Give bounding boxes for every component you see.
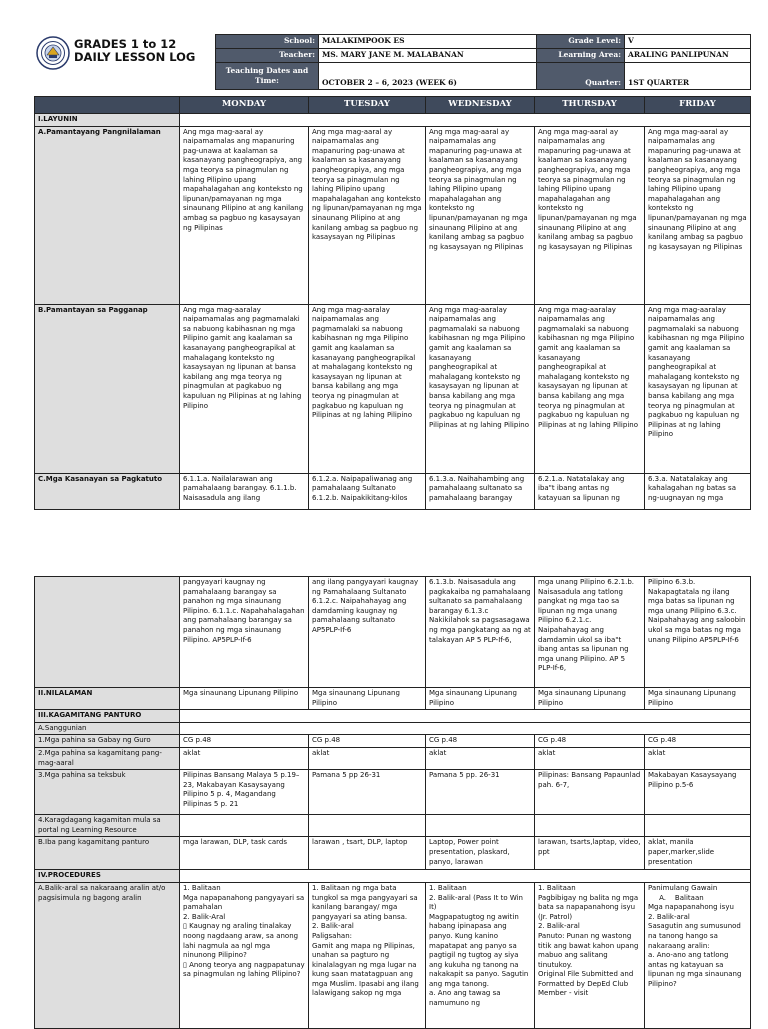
cell-guro-thursday: CG p.48 [535,735,645,748]
cell-teksbuk-wednesday: Pamana 5 pp. 26-31 [426,770,535,815]
section-layunin-blank [180,114,751,127]
cell-iba-thursday: larawan, tsarts,laptap, video, ppt [535,837,645,870]
cell-karagdagan-wednesday [426,815,535,837]
day-header-wednesday: WEDNESDAY [426,97,535,114]
learning-area-value: ARALING PANLIPUNAN [625,49,751,63]
cell-teksbuk-monday: Pilipinas Bansang Malaya 5 p.19–23, Makabayan Kasaysayang Pilipino 5 p. 4, Magandang Pilipinas 5 p. 21 [180,770,309,815]
day-header-thursday: THURSDAY [535,97,645,114]
cell-b-wednesday: Ang mga mag-aaralay naipamamalas ang pagmamalaki sa nabuong kabihasnan ng mga Pilipino gamit ang kaalaman sa kasanayang pangheograpikal at mahalagang konteksto ng kasaysayan ng lipunan at bansa kabilang ang mga teorya ng pinagmulan at pagkabuo ng kapuluan ng Pilipinas at ng lahing Pilipino [426,304,535,473]
lesson-log-table-1 [34,96,751,510]
section-layunin: I.LAYUNIN [35,114,180,127]
cell-nilalaman-wednesday: Mga sinaunang Lipunang Pilipino [426,688,535,710]
teacher-value: MS. MARY JANE M. MALABANAN [319,49,537,63]
cell-karagdagan-monday [180,815,309,837]
cell-nilalaman-thursday: Mga sinaunang Lipunang Pilipino [535,688,645,710]
teaching-dates-label: Teaching Dates and Time: [216,63,319,90]
lesson-log-table-2 [34,576,751,1029]
cell-a-wednesday: Ang mga mag-aaral ay naipamamalas ang mapanuring pag-unawa at kaalaman sa kasanayang pangheograpiya, ang mga teorya sa pinagmulan ng lahing Pilipino upang mapahalagahan ang konteksto ng lipunan/pamayanan ng mga sinaunang Pilipino at ang kanilang ambag sa pagbuo ng kasaysayan ng Pilipinas [426,126,535,304]
quarter-value: 1ST QUARTER [625,63,751,90]
cell-c-friday: 6.3.a. Natatalakay ang kahalagahan ng batas sa ng-uugnayan ng mga [645,473,751,509]
cell-balik-friday: Panimulang Gawain A. Balitaan Mga napapanahong isyu 2. Balik-aral Sasagutin ang sumusunod na tanong hango sa nakaraang aralin: a. Ano-ano ang tatlong antas ng katayuan sa lipunan ng mga sinaunang Pilipino? [645,882,751,1028]
day-header-friday: FRIDAY [645,97,751,114]
cell-balik-tuesday: 1. Balitaan ng mga bata tungkol sa mga pangyayari sa kanilang barangay/ mga pangyayari sa ating bansa. 2. Balik-aral Paligsahan: Gamit ang mapa ng Pilipinas, unahan sa pagturo ng kinalalagyan ng mga lugar na kung saan matatagpuan ang mga Muslim. Ipasabi ang ilang lalawigang sakop ng mga [309,882,426,1028]
day-header-monday: MONDAY [180,97,309,114]
header-info-table [215,34,751,90]
teacher-label: Teacher: [216,49,319,63]
cell-b-tuesday: Ang mga mag-aaralay naipamamalas ang pagmamalaki sa nabuong kabihasnan ng mga Pilipino gamit ang kaalaman sa kasanayang pangheograpikal at mahalagang konteksto ng kasaysayan ng lipunan at bansa kabilang ang mga teorya ng pinagmulan at pagkabuo ng kapuluan ng Pilipinas at ng lahing Pilipino [309,304,426,473]
grade-level-label: Grade Level: [537,35,625,49]
document-title [74,38,195,64]
cell-karagdagan-tuesday [309,815,426,837]
cell-nilalaman-friday: Mga sinaunang Lipunang Pilipino [645,688,751,710]
cell-iba-tuesday: larawan , tsart, DLP, laptop [309,837,426,870]
cell-a-monday: Ang mga mag-aaral ay naipamamalas ang mapanuring pag-unawa at kaalaman sa kasanayang pangheograpiya, ang mga teorya sa pinagmulan ng lahing Pilipino upang mapahalagahan ang konteksto ng lipunan/pamayanan ng mga sinaunang Pilipino at ang kanilang ambag sa pagbuo ng kasaysayan ng Pilipinas [180,126,309,304]
cell-nilalaman-monday: Mga sinaunang Lipunang Pilipino [180,688,309,710]
title-line-2: DAILY LESSON LOG [74,50,196,64]
title-line-1: GRADES 1 to 12 [74,37,177,51]
row-label-teksbuk: 3.Mga pahina sa teksbuk [35,770,180,815]
cell-balik-monday: 1. Balitaan Mga napapanahong pangyayari sa pamahalan 2. Balik-Aral ▯ Kaugnay ng araling tinalakay noong nagdaang araw, sa anong lahi nagmula aa ngl mga ninunong Pilipino? ▯ Anong teorya ang nagpapatunay sa pinagmulan ng lahing Pilipino? [180,882,309,1028]
cell-kagamitan-tuesday: aklat [309,747,426,769]
row-label-pamantayan-sa-pagganap: B.Pamantayan sa Pagganap [35,304,180,473]
cell-c-monday: 6.1.1.a. Nailalarawan ang pamahalaang barangay. 6.1.1.b. Naisasadula ang ilang [180,473,309,509]
cell-a-friday: Ang mga mag-aaral ay naipamamalas ang mapanuring pag-unawa at kaalaman sa kasanayang pangheograpiya, ang mga teorya sa pinagmulan ng lahing Pilipino upang mapahalagahan ang konteksto ng lipunan/pamayanan ng mga sinaunang Pilipino at ang kanilang ambag sa pagbuo ng kasaysayan ng Pilipinas [645,126,751,304]
quarter-label: Quarter: [537,63,625,90]
teaching-dates-value: OCTOBER 2 – 6, 2023 (WEEK 6) [319,63,537,90]
cell-nilalaman-tuesday: Mga sinaunang Lipunang Pilipino [309,688,426,710]
cell-iba-monday: mga larawan, DLP, task cards [180,837,309,870]
cell-b-thursday: Ang mga mag-aaralay naipamamalas ang pagmamalaki sa nabuong kabihasnan ng mga Pilipino gamit ang kaalaman sa kasanayang pangheograpikal at mahalagang konteksto ng kasaysayan ng lipunan at bansa kabilang ang mga teorya ng pinagmulan at pagkabuo ng kapuluan ng Pilipinas at ng lahing Pilipino [535,304,645,473]
cell-iba-friday: aklat, manila paper,marker,slide presentation [645,837,751,870]
section-kagamitang-blank [180,710,751,723]
school-label: School: [216,35,319,49]
row-label-karagdagang-kagamitan: 4.Karagdagang kagamitan mula sa portal ng Learning Resource [35,815,180,837]
section-procedures: IV.PROCEDURES [35,870,180,883]
cell-a-tuesday: Ang mga mag-aaral ay naipamamalas ang mapanuring pag-unawa at kaalaman sa kasanayang pangheograpiya, ang mga teorya sa pinagmulan ng lahing Pilipino upang mapahalagahan ang konteksto ng lipunan/pamayanan ng mga sinaunang Pilipino at ang kanilang ambag sa pagbuo ng kasaysayan ng Pilipinas [309,126,426,304]
cell-cont-tuesday: ang ilang pangyayari kaugnay ng Pamahalaang Sultanato 6.1.2.c. Naipahahayag ang damdaming kaugnay ng pamahalaang sultanato AP5PLP-If-6 [309,577,426,688]
cell-guro-wednesday: CG p.48 [426,735,535,748]
cell-teksbuk-tuesday: Pamana 5 pp 26-31 [309,770,426,815]
cell-karagdagan-thursday [535,815,645,837]
cell-c-wednesday: 6.1.3.a. Naihahambing ang pamahalaang sultanato sa pamahalaang barangay [426,473,535,509]
row-label-kasanayan-sa-pagkatuto: C.Mga Kasanayan sa Pagkatuto [35,473,180,509]
row-label-pamantayang-pangnilalaman: A.Pamantayang Pangnilalaman [35,126,180,304]
cell-balik-thursday: 1. Balitaan Pagbibigay ng balita ng mga bata sa napapanahong isyu (Jr. Patrol) 2. Balik-aral Panuto: Punan ng wastong titik ang bawat kahon upang mabuo ang salitang tinutukoy. Original File Submitted and Formatted by DepEd Club Member - visit [535,882,645,1028]
cell-a-thursday: Ang mga mag-aaral ay naipamamalas ang mapanuring pag-unawa at kaalaman sa kasanayang pangheograpiya, ang mga teorya sa pinagmulan ng lahing Pilipino upang mapahalagahan ang konteksto ng lipunan/pamayanan ng mga sinaunang Pilipino at ang kanilang ambag sa pagbuo ng kasaysayan ng Pilipinas [535,126,645,304]
continuation-label-cell [35,577,180,688]
cell-guro-tuesday: CG p.48 [309,735,426,748]
cell-b-friday: Ang mga mag-aaralay naipamamalas ang pagmamalaki sa nabuong kabihasnan ng mga Pilipino gamit ang kaalaman sa kasanayang pangheograpikal at mahalagang konteksto ng kasaysayan ng lipunan at bansa kabilang ang mga teorya ng pinagmulan at pagkabuo ng kapuluan ng Pilipinas at ng lahing Pilipino [645,304,751,473]
school-value: MALAKIMPOOK ES [319,35,537,49]
row-label-kagamitang-mag-aaral: 2.Mga pahina sa kagamitang pang-mag-aaral [35,747,180,769]
cell-balik-wednesday: 1. Balitaan 2. Balik-aral (Pass It to Win It) Magpapatugtog ng awitin habang ipinapasa ang panyo. Kung kanino mapatapat ang panyo sa pagtigil ng tugtog ay siya ang kukuha ng tanong na nakakapit sa panyo. Sagutin ang mga tanong. a. Ano ang tawag sa namumuno ng [426,882,535,1028]
cell-b-monday: Ang mga mag-aaralay naipamamalas ang pagmamalaki sa nabuong kabihasnan ng mga Pilipino gamit ang kaalaman sa kasanayang pangheograpikal at mahalagang konteksto ng kasaysayan ng lipunan at bansa kabilang ang mga teorya ng pinagmulan at pagkabuo ng kapuluan ng Pilipinas at ng lahing Pilipino [180,304,309,473]
cell-cont-thursday: mga unang Pilipino 6.2.1.b. Naisasadula ang tatlong pangkat ng mga tao sa lipunan ng mga unang Pilipino 6.2.1.c. Naipahahayag ang damdamin ukol sa iba"t ibang antas sa lipunan ng mga unang Pilipino. AP 5 PLP-If-6, [535,577,645,688]
row-label-gabay-ng-guro: 1.Mga pahina sa Gabay ng Guro [35,735,180,748]
row-label-sanggunian: A.Sanggunian [35,722,180,735]
cell-kagamitan-friday: aklat [645,747,751,769]
cell-cont-wednesday: 6.1.3.b. Naisasadula ang pagkakaiba ng pamahalaang sultanato sa pamahalaang barangay 6.1.3.c Nakikilahok sa pagsasagawa ng mga pangkatang aa ng at talakayan AP 5 PLP-If-6, [426,577,535,688]
cell-guro-monday: CG p.48 [180,735,309,748]
section-procedures-blank [180,870,751,883]
section-kagamitang-panturo: III.KAGAMITANG PANTURO [35,710,180,723]
deped-seal-icon [36,36,70,70]
cell-cont-monday: pangyayari kaugnay ng pamahalaang barangay sa panahon ng mga sinaunang Pilipino. 6.1.1.c. Napahahalagahan ang pamahalaang barangay sa panahon ng mga sinaunang Pilipino. AP5PLP-If-6 [180,577,309,688]
learning-area-label: Learning Area: [537,49,625,63]
cell-c-thursday: 6.2.1.a. Natatalakay ang iba"t ibang antas ng katayuan sa lipunan ng [535,473,645,509]
cell-cont-friday: Pilipino 6.3.b. Nakapagtatala ng ilang mga batas sa lipunan ng mga unang Pilipino 6.3.c. Naipahahayag ang saloobin ukol sa mga batas ng mga unang Pilipino AP5PLP-If-6 [645,577,751,688]
sanggunian-blank [180,722,751,735]
row-label-balik-aral: A.Balik-aral sa nakaraang aralin at/o pagsisimula ng bagong aralin [35,882,180,1028]
cell-teksbuk-friday: Makabayan Kasaysayang Pilipino p.5-6 [645,770,751,815]
grade-level-value: V [625,35,751,49]
cell-kagamitan-thursday: aklat [535,747,645,769]
cell-c-tuesday: 6.1.2.a. Naipapaliwanag ang pamahalaang Sultanato 6.1.2.b. Naipakikitang-kilos [309,473,426,509]
day-header-tuesday: TUESDAY [309,97,426,114]
cell-guro-friday: CG p.48 [645,735,751,748]
cell-kagamitan-monday: aklat [180,747,309,769]
cell-teksbuk-thursday: Pilipinas: Bansang Papaunlad pah. 6-7, [535,770,645,815]
corner-cell [35,97,180,114]
cell-iba-wednesday: Laptop, Power point presentation, plaskard, panyo, larawan [426,837,535,870]
section-nilalaman: II.NILALAMAN [35,688,180,710]
row-label-iba-pang-kagamitan: B.Iba pang kagamitang panturo [35,837,180,870]
cell-kagamitan-wednesday: aklat [426,747,535,769]
cell-karagdagan-friday [645,815,751,837]
